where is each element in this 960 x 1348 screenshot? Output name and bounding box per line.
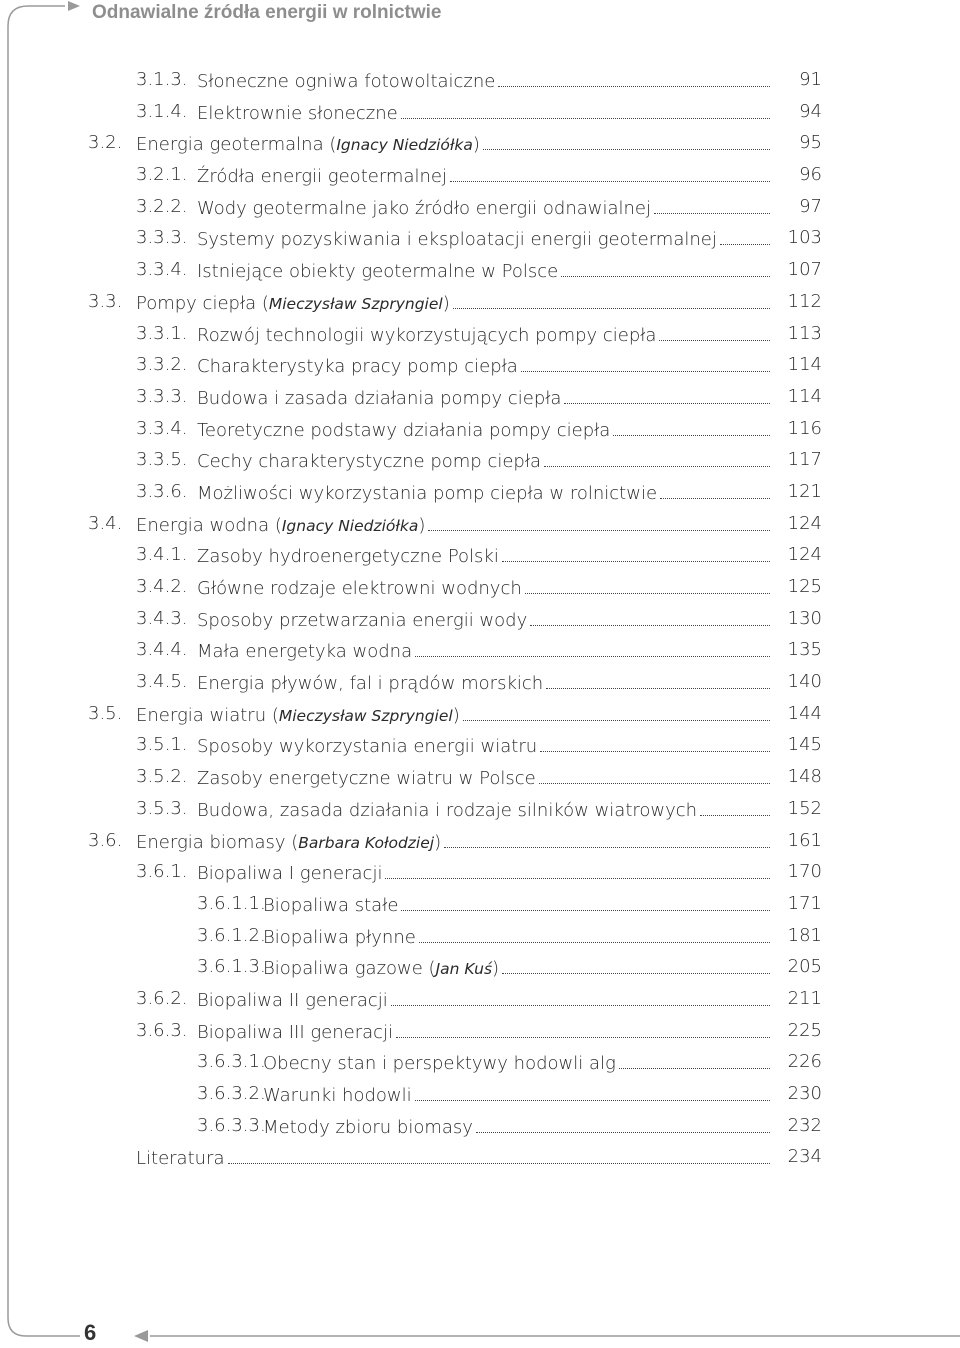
toc-entry-number: 3.3.4. <box>136 259 188 281</box>
toc-entry-title: Elektrownie słoneczne <box>197 102 398 124</box>
toc-entry-title-wrap <box>197 222 772 256</box>
toc-entry-title-wrap <box>197 476 772 510</box>
dot-leader <box>539 761 770 784</box>
dot-leader <box>385 856 770 879</box>
toc-entry-page: 94 <box>799 100 822 122</box>
toc-entry-title: Biopaliwa stałe <box>263 894 399 916</box>
toc-entry-number: 3.6.3. <box>136 1019 188 1041</box>
toc-entry-page: 112 <box>787 290 822 312</box>
toc-entry-number: 3.2.1. <box>136 164 188 186</box>
toc-entry-page: 181 <box>787 924 822 946</box>
toc-entry-number: 3.2. <box>88 132 123 154</box>
toc-entry-number: 3.6.3.3. <box>197 1114 266 1136</box>
toc-entry-page: 135 <box>787 639 822 661</box>
toc-entry-title-wrap <box>197 1015 772 1049</box>
toc-entry-title: Teoretyczne podstawy działania pompy ciepła <box>197 419 611 441</box>
toc-entry-page: 124 <box>787 512 822 534</box>
toc-entry-title-wrap <box>197 381 772 415</box>
toc-entry-title-wrap <box>197 96 772 130</box>
toc-entry-page: 91 <box>799 69 822 90</box>
toc-entry-title: Obecny stan i perspektywy hodowli alg <box>263 1053 616 1075</box>
toc-entry-page: 234 <box>787 1146 822 1168</box>
dot-leader <box>463 698 770 721</box>
toc-entry-title: Warunki hodowli <box>263 1085 412 1106</box>
toc-entry-number: 3.2.2. <box>136 195 188 217</box>
toc-entry-title: Sposoby wykorzystania energii wiatru <box>197 736 538 758</box>
toc-entry <box>0 888 960 920</box>
toc-entry-number: 3.5.2. <box>136 766 188 788</box>
toc-entry-title: Biopaliwa gazowe (Jan Kuś) <box>263 958 500 980</box>
toc-entry-number: 3.1.3. <box>136 69 188 90</box>
toc-entry <box>0 666 960 698</box>
toc-entry-title: Zasoby hydroenergetyczne Polski <box>197 546 499 568</box>
running-header-title: Odnawialne źródła energii w rolnictwie <box>92 2 442 23</box>
toc-entry-title: Główne rodzaje elektrowni wodnych <box>197 578 522 599</box>
dot-leader <box>428 508 770 531</box>
toc-entry-page: 114 <box>787 354 822 376</box>
toc-entry-title: Sposoby przetwarzania energii wody <box>197 609 528 631</box>
toc-entry-number: 3.6.3.2. <box>197 1083 266 1104</box>
dot-leader <box>546 666 770 689</box>
toc-entry-title-wrap <box>197 64 772 98</box>
toc-entry-title-wrap <box>197 666 772 700</box>
triangle-left-icon <box>134 1330 148 1342</box>
toc-entry-title: Cechy charakterystyczne pomp ciepła <box>197 451 541 473</box>
toc-entry-title-wrap <box>263 1078 772 1112</box>
toc-entry <box>0 761 960 793</box>
dot-leader <box>415 1078 770 1101</box>
toc-entry-page: 121 <box>787 480 822 502</box>
toc-entry-title-wrap <box>136 825 772 860</box>
toc-entry <box>0 539 960 571</box>
dot-leader <box>502 539 770 562</box>
dot-leader <box>444 825 770 848</box>
toc-entry-title: Mała energetyka wodna <box>197 641 413 663</box>
toc-entry-title-wrap <box>136 698 772 733</box>
dot-leader <box>476 1110 770 1133</box>
toc-entry-number: 3.3.6. <box>136 480 188 502</box>
dot-leader <box>401 888 770 911</box>
dot-leader <box>419 920 770 943</box>
toc-entry-title: Charakterystyka pracy pomp ciepła <box>197 356 518 378</box>
toc-entry <box>0 191 960 223</box>
dot-leader <box>544 444 770 467</box>
toc-entry <box>0 413 960 445</box>
toc-entry-title-wrap <box>197 793 772 827</box>
toc-entry-page: 96 <box>799 164 822 186</box>
toc-entry-title-wrap <box>263 1110 772 1144</box>
toc-entry <box>0 508 960 540</box>
toc-entry-author: Jan Kuś <box>435 960 493 979</box>
toc-entry <box>0 825 960 857</box>
toc-entry-title-wrap <box>136 286 772 321</box>
dot-leader <box>619 1046 770 1069</box>
toc-entry-title: Biopaliwa II generacji <box>197 989 388 1011</box>
toc-entry-title: Biopaliwa I generacji <box>197 863 383 885</box>
toc-entry <box>0 476 960 508</box>
toc-entry-title: Biopaliwa III generacji <box>197 1021 394 1043</box>
toc-entry-page: 130 <box>787 607 822 629</box>
toc-entry <box>0 571 960 603</box>
toc-entry-title: Zasoby energetyczne wiatru w Polsce <box>197 768 536 790</box>
toc-entry-number: 3.3.3. <box>136 227 188 249</box>
toc-entry-page: 211 <box>787 987 822 1009</box>
toc-entry-number: 3.6.1.1. <box>197 892 266 914</box>
page-number: 6 <box>84 1320 97 1345</box>
toc-entry-title: Budowa, zasada działania i rodzaje silników wiatrowych <box>197 799 698 821</box>
dot-leader <box>401 96 770 119</box>
toc-entry-page: 103 <box>787 227 822 249</box>
toc-entry-number: 3.1.4. <box>136 100 188 122</box>
toc-entry-title: Systemy pozyskiwania i eksploatacji energii geotermalnej <box>197 229 717 251</box>
toc-entry-page: 232 <box>787 1114 822 1136</box>
toc-entry <box>0 920 960 952</box>
toc-entry-title-wrap <box>197 413 772 447</box>
toc-entry-author: Barbara Kołodziej <box>298 833 435 852</box>
toc-entry-page: 205 <box>787 956 822 978</box>
toc-entry <box>0 698 960 730</box>
table-of-contents <box>0 64 960 1173</box>
toc-entry-title-wrap <box>197 856 772 890</box>
toc-entry-author: Mieczysław Szpryngiel <box>278 706 453 725</box>
toc-entry-page: 113 <box>787 322 822 344</box>
toc-entry <box>0 349 960 381</box>
toc-entry-page: 124 <box>787 544 822 566</box>
toc-entry-author: Ignacy Niedziółka <box>336 136 473 155</box>
toc-entry-author: Ignacy Niedziółka <box>281 516 419 535</box>
toc-entry <box>0 64 960 96</box>
toc-entry <box>0 286 960 318</box>
triangle-right-icon <box>68 1 80 11</box>
toc-entry-page: 140 <box>787 671 822 693</box>
toc-entry-number: 3.3. <box>88 290 123 312</box>
toc-entry-title-wrap <box>197 634 772 668</box>
toc-entry-page: 114 <box>787 385 822 407</box>
toc-entry-title: Literatura <box>136 1148 225 1170</box>
toc-entry-title: Energia wodna (Ignacy Niedziółka) <box>136 514 426 536</box>
toc-entry <box>0 159 960 191</box>
toc-entry <box>0 1046 960 1078</box>
dot-leader <box>525 571 770 594</box>
toc-entry-title-wrap <box>263 920 772 954</box>
toc-entry-page: 107 <box>787 259 822 281</box>
toc-entry <box>0 634 960 666</box>
toc-entry-title-wrap <box>197 349 772 383</box>
toc-entry-page: 225 <box>787 1019 822 1041</box>
toc-entry-title-wrap <box>197 571 772 605</box>
toc-entry-number: 3.4.3. <box>136 607 188 629</box>
dot-leader <box>540 729 770 752</box>
toc-entry-number: 3.4.5. <box>136 671 188 693</box>
dot-leader <box>391 983 770 1006</box>
toc-entry-number: 3.5.1. <box>136 734 188 756</box>
toc-entry-title: Możliwości wykorzystania pomp ciepła w rolnictwie <box>197 482 658 504</box>
toc-entry-title-wrap <box>197 761 772 795</box>
toc-entry-page: 161 <box>787 829 822 851</box>
toc-entry-number: 3.6.1. <box>136 861 188 883</box>
toc-entry-page: 171 <box>787 892 822 914</box>
toc-entry <box>0 983 960 1015</box>
toc-entry-title: Istniejące obiekty geotermalne w Polsce <box>197 261 559 283</box>
toc-entry-number: 3.3.5. <box>136 449 188 471</box>
toc-entry-number: 3.5. <box>88 702 123 724</box>
toc-entry <box>0 127 960 159</box>
dot-leader <box>561 254 770 277</box>
dot-leader <box>502 951 770 974</box>
toc-entry <box>0 254 960 286</box>
toc-entry <box>0 444 960 476</box>
dot-leader <box>498 64 770 87</box>
toc-entry-title: Rozwój technologii wykorzystujących pompy ciepła <box>197 324 657 346</box>
toc-entry-page: 125 <box>787 576 822 597</box>
toc-entry <box>0 96 960 128</box>
toc-entry-title: Energia biomasy (Barbara Kołodziej) <box>136 831 442 853</box>
toc-entry <box>0 222 960 254</box>
toc-entry-title: Wody geotermalne jako źródło energii odnawialnej <box>197 197 651 219</box>
toc-entry-title-wrap <box>197 318 772 352</box>
toc-entry <box>0 793 960 825</box>
toc-entry-title-wrap <box>197 729 772 763</box>
toc-entry-number: 3.4.4. <box>136 639 188 661</box>
toc-entry-number: 3.3.3. <box>136 385 188 407</box>
toc-entry-page: 95 <box>799 132 822 154</box>
dot-leader <box>700 793 770 816</box>
dot-leader <box>396 1015 770 1038</box>
toc-entry-number: 3.4.2. <box>136 576 188 597</box>
dot-leader <box>654 191 770 214</box>
toc-entry-page: 117 <box>787 449 822 471</box>
toc-entry-number: 3.4.1. <box>136 544 188 566</box>
toc-entry <box>0 318 960 350</box>
toc-entry-page: 148 <box>787 766 822 788</box>
toc-entry <box>0 1078 960 1110</box>
toc-entry-title-wrap <box>197 539 772 573</box>
toc-entry <box>0 1015 960 1047</box>
dot-leader <box>415 634 770 657</box>
toc-entry-title-wrap <box>136 1141 772 1175</box>
toc-entry-title: Energia pływów, fal i prądów morskich <box>197 673 544 695</box>
toc-entry <box>0 381 960 413</box>
toc-entry-title: Pompy ciepła (Mieczysław Szpryngiel) <box>136 292 450 314</box>
toc-entry-number: 3.3.1. <box>136 322 188 344</box>
toc-entry <box>0 729 960 761</box>
dot-leader <box>659 318 770 341</box>
toc-entry-title-wrap <box>197 254 772 288</box>
toc-entry-title-wrap <box>197 983 772 1017</box>
toc-entry-title-wrap <box>197 444 772 478</box>
toc-entry <box>0 951 960 983</box>
toc-entry-title-wrap <box>263 951 772 986</box>
toc-entry <box>0 1110 960 1142</box>
toc-entry-title: Słoneczne ogniwa fotowoltaiczne <box>197 71 496 92</box>
toc-entry-title-wrap <box>136 508 772 543</box>
dot-leader <box>453 286 770 309</box>
toc-entry-title: Energia wiatru (Mieczysław Szpryngiel) <box>136 704 460 726</box>
toc-entry-title: Budowa i zasada działania pompy ciepła <box>197 387 562 409</box>
toc-entry-number: 3.3.2. <box>136 354 188 376</box>
toc-entry-title-wrap <box>136 127 772 162</box>
toc-entry-title: Biopaliwa płynne <box>263 926 416 948</box>
dot-leader <box>720 222 770 245</box>
toc-entry <box>0 856 960 888</box>
toc-entry-title-wrap <box>197 191 772 225</box>
toc-entry <box>0 603 960 635</box>
toc-entry-page: 97 <box>799 195 822 217</box>
toc-entry-page: 226 <box>787 1051 822 1073</box>
dot-leader <box>228 1141 771 1164</box>
toc-entry-title-wrap <box>197 159 772 193</box>
dot-leader <box>530 603 770 626</box>
toc-entry-title: Energia geotermalna (Ignacy Niedziółka) <box>136 134 480 156</box>
dot-leader <box>450 159 770 182</box>
toc-entry-title-wrap <box>263 888 772 922</box>
dot-leader <box>483 127 770 150</box>
toc-entry-number: 3.5.3. <box>136 797 188 819</box>
toc-entry-number: 3.6.3.1. <box>197 1051 266 1073</box>
dot-leader <box>660 476 770 499</box>
toc-entry-page: 152 <box>787 797 822 819</box>
dot-leader <box>521 349 770 372</box>
toc-entry-page: 170 <box>787 861 822 883</box>
dot-leader <box>613 413 770 436</box>
toc-entry-number: 3.6.1.2. <box>197 924 266 946</box>
toc-entry-number: 3.6. <box>88 829 123 851</box>
toc-entry-page: 145 <box>787 734 822 756</box>
toc-entry-author: Mieczysław Szpryngiel <box>268 294 443 313</box>
toc-entry <box>0 1141 960 1173</box>
toc-entry-title: Źródła energii geotermalnej <box>197 166 447 188</box>
toc-entry-number: 3.6.2. <box>136 987 188 1009</box>
toc-entry-page: 230 <box>787 1083 822 1104</box>
toc-entry-title-wrap <box>263 1046 772 1080</box>
toc-entry-number: 3.3.4. <box>136 417 188 439</box>
toc-entry-page: 116 <box>787 417 822 439</box>
toc-entry-page: 144 <box>787 702 822 724</box>
toc-entry-number: 3.4. <box>88 512 123 534</box>
toc-entry-number: 3.6.1.3. <box>197 956 266 978</box>
toc-entry-title: Metody zbioru biomasy <box>263 1116 473 1138</box>
toc-entry-title-wrap <box>197 603 772 637</box>
dot-leader <box>564 381 770 404</box>
